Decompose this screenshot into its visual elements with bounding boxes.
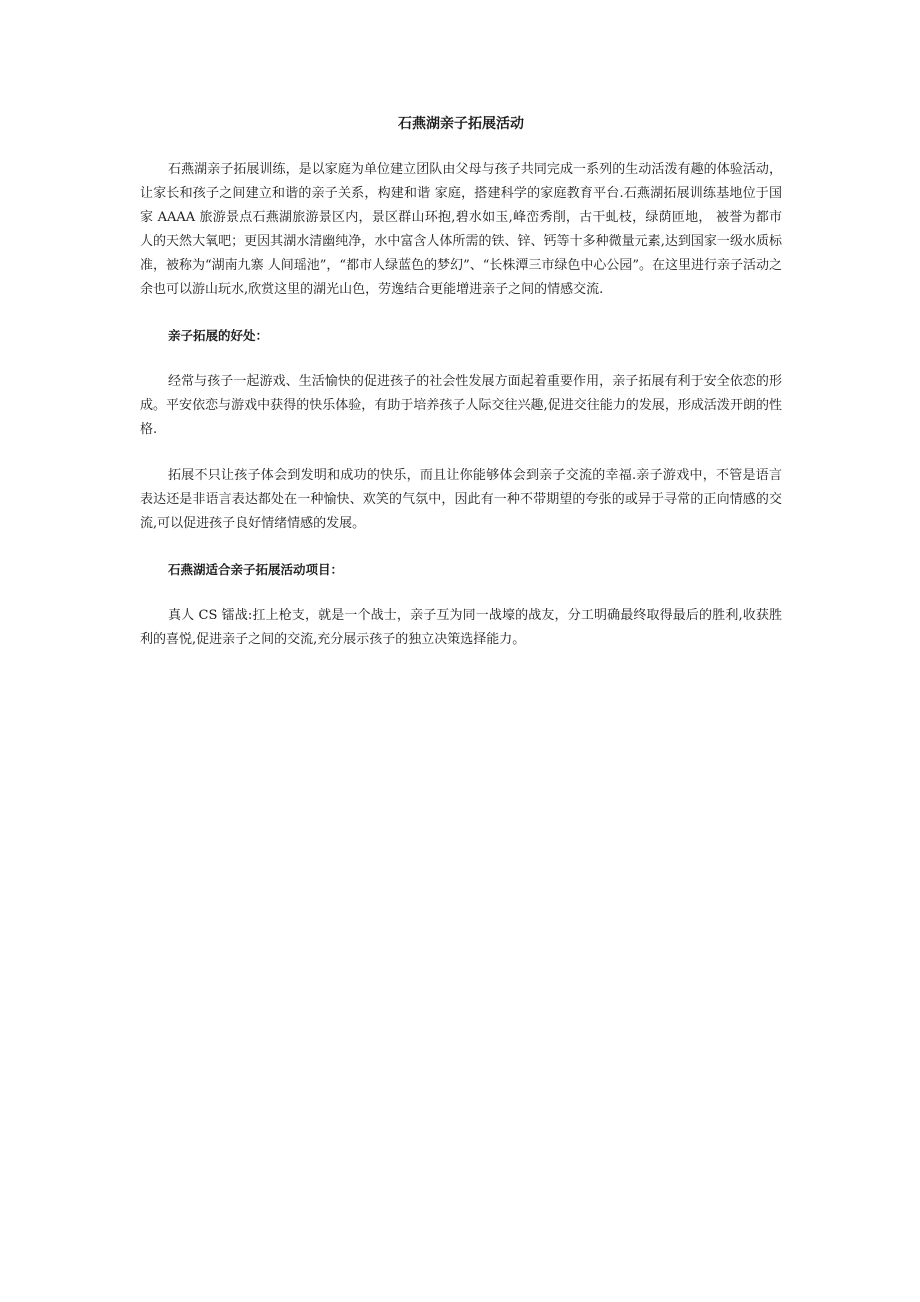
projects-heading: 石燕湖适合亲子拓展活动项目：	[168, 562, 344, 577]
benefits-paragraph-1: 经常与孩子一起游戏、生活愉快的促进孩子的社会性发展方面起着重要作用，亲子拓展有利于安全依恋的形成。平安依恋与游戏中获得的快乐体验，有助于培养孩子人际交往兴趣,促进交往能力的发展，形成活泼开朗的性格.	[140, 374, 782, 437]
benefits-heading: 亲子拓展的好处：	[168, 328, 269, 343]
document-title: 石燕湖亲子拓展活动	[398, 116, 524, 132]
document-page	[140, 112, 782, 674]
intro-paragraph: 石燕湖亲子拓展训练，是以家庭为单位建立团队由父母与孩子共同完成一系列的生动活泼有趣的体验活动，让家长和孩子之间建立和谐的亲子关系，构建和谐 家庭，搭建科学的家庭教育平台.石燕湖拓展训练基地位于国家 AAAA 旅游景点石燕湖旅游景区内，景区群山环抱,碧水如玉,峰峦秀削，古干虬枝，绿荫匝地， 被誉为都市人的天然大氧吧；更因其湖水清幽纯净，水中富含人体所需的铁、锌、钙等十多种微量元素,达到国家一级水质标准，被称为“湖南九寨 人间瑶池”，“都市人绿蓝色的梦幻”、“长株潭三市绿色中心公园”。在这里进行亲子活动之余也可以游山玩水,欣赏这里的湖光山色，劳逸结合更能增进亲子之间的情感交流.	[140, 162, 783, 297]
benefits-paragraph-2: 拓展不只让孩子体会到发明和成功的快乐，而且让你能够体会到亲子交流的幸福.亲子游戏中，不管是语言表达还是非语言表达都处在一种愉快、欢笑的气氛中，因此有一种不带期望的夸张的或异于寻常的正向情感的交流,可以促进孩子良好情绪情感的发展。	[140, 468, 782, 531]
projects-paragraph-1: 真人 CS 镭战:扛上枪支，就是一个战士，亲子互为同一战壕的战友，分工明确最终取得最后的胜利,收获胜利的喜悦,促进亲子之间的交流,充分展示孩子的独立决策选择能力。	[140, 608, 782, 647]
